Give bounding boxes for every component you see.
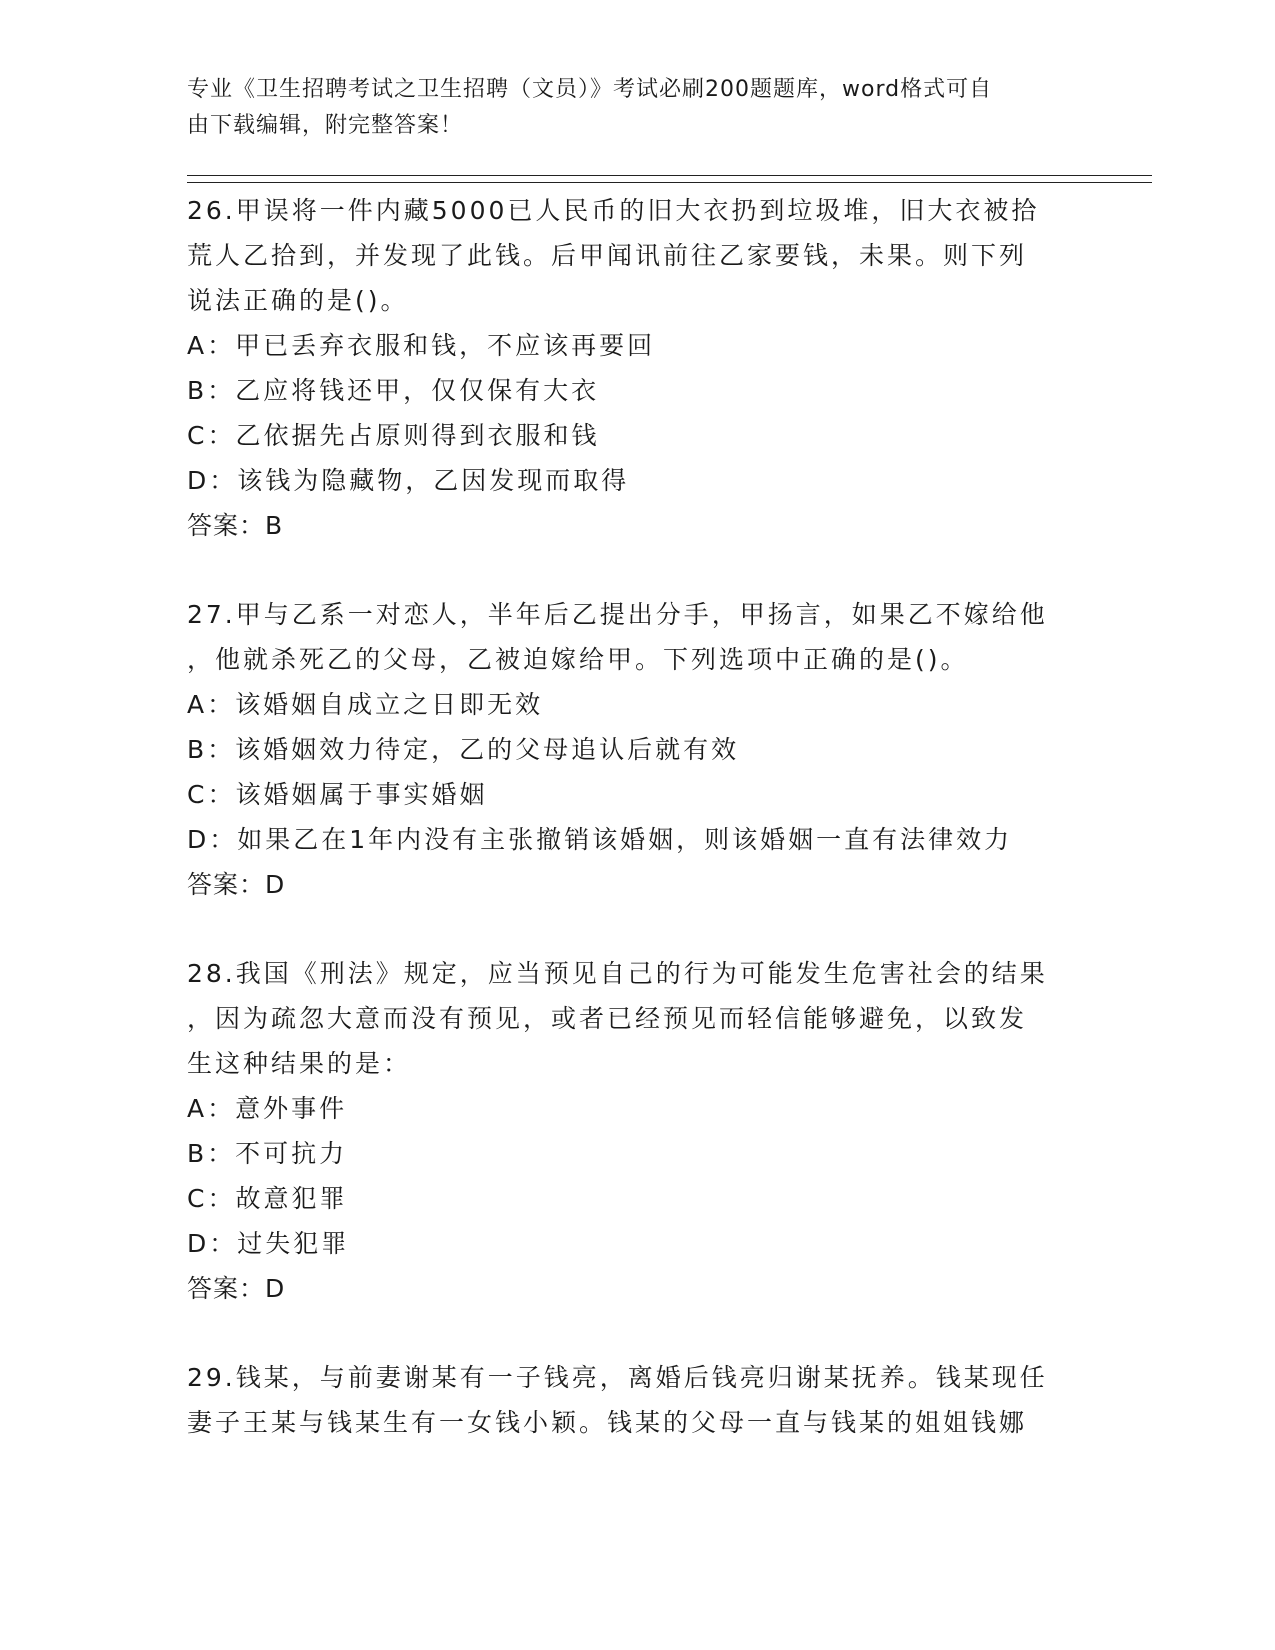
stem-line: ，因为疏忽大意而没有预见，或者已经预见而轻信能够避免，以致发 [187,1004,1028,1033]
option-a: A：甲已丢弃衣服和钱，不应该再要回 [187,331,656,360]
stem-line: 说法正确的是()。 [187,286,409,315]
option-c: C：故意犯罪 [187,1184,348,1213]
question-27 [187,592,1067,907]
header-rule-bottom [187,182,1152,183]
stem-line: 26.甲误将一件内藏5000已人民币的旧大衣扔到垃圾堆，旧大衣被拾 [187,196,1040,225]
answer-line: 答案：D [187,870,286,899]
stem-line: 28.我国《刑法》规定，应当预见自己的行为可能发生危害社会的结果 [187,959,1048,988]
answer-line: 答案：B [187,511,284,540]
document-header [187,72,1067,144]
option-b: B：不可抗力 [187,1139,348,1168]
header-line-1: 专业《卫生招聘考试之卫生招聘（文员）》考试必刷200题题库，word格式可自 [187,77,993,102]
stem-line: 27.甲与乙系一对恋人，半年后乙提出分手，甲扬言，如果乙不嫁给他 [187,600,1048,629]
option-b: B：该婚姻效力待定，乙的父母追认后就有效 [187,735,740,764]
question-26 [187,188,1067,548]
option-c: C：该婚姻属于事实婚姻 [187,780,488,809]
option-c: C：乙依据先占原则得到衣服和钱 [187,421,600,450]
question-29 [187,1355,1067,1445]
option-d: D：过失犯罪 [187,1229,350,1258]
question-28 [187,951,1067,1311]
header-rule-top [187,175,1152,176]
stem-line: 生这种结果的是： [187,1049,412,1078]
option-a: A：意外事件 [187,1094,348,1123]
option-d: D：该钱为隐藏物，乙因发现而取得 [187,466,630,495]
stem-line: 妻子王某与钱某生有一女钱小颖。钱某的父母一直与钱某的姐姐钱娜 [187,1408,1028,1437]
question-stem [187,188,1067,323]
option-d: D：如果乙在1年内没有主张撤销该婚姻，则该婚姻一直有法律效力 [187,825,1013,854]
stem-line: ，他就杀死乙的父母，乙被迫嫁给甲。下列选项中正确的是()。 [187,645,969,674]
option-b: B：乙应将钱还甲，仅仅保有大衣 [187,376,600,405]
stem-line: 29.钱某，与前妻谢某有一子钱亮，离婚后钱亮归谢某抚养。钱某现任 [187,1363,1048,1392]
stem-line: 荒人乙拾到，并发现了此钱。后甲闻讯前往乙家要钱，未果。则下列 [187,241,1028,270]
question-stem [187,592,1067,682]
header-line-2: 由下载编辑，附完整答案！ [187,113,464,138]
question-stem [187,951,1067,1086]
question-stem [187,1355,1067,1445]
answer-line: 答案：D [187,1274,286,1303]
question-list [187,188,1067,1489]
option-a: A：该婚姻自成立之日即无效 [187,690,544,719]
